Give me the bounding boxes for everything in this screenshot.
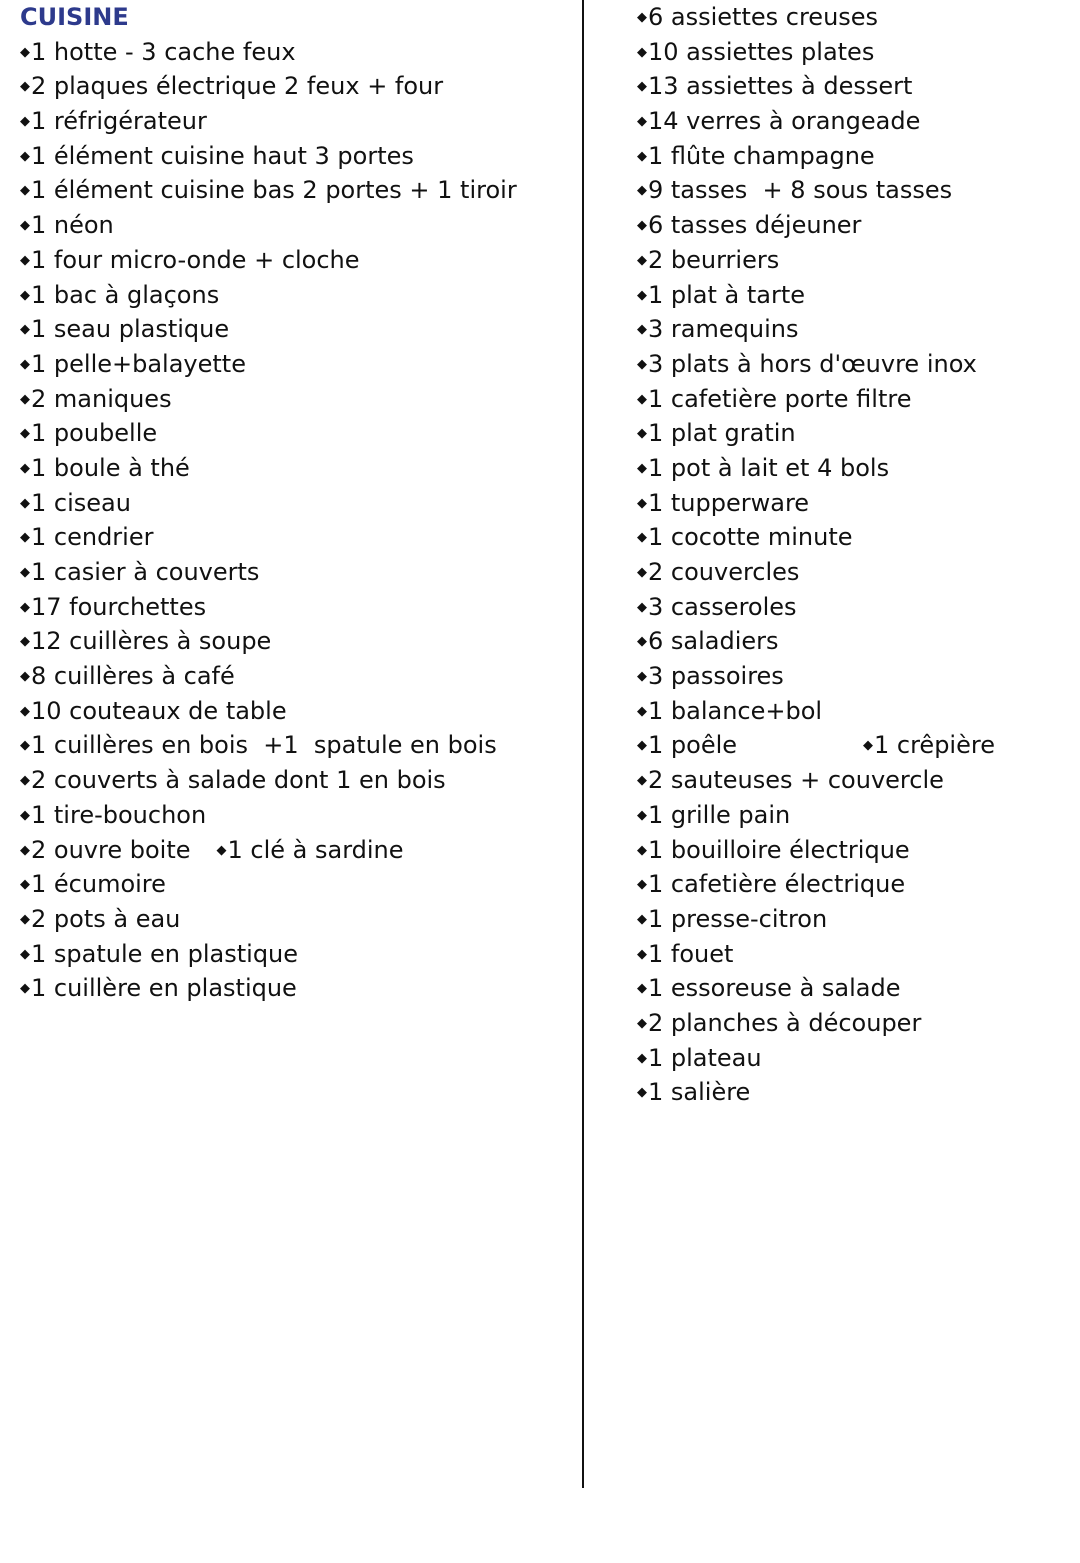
list-item	[20, 104, 560, 139]
list-item-text: 3 ramequins	[648, 315, 799, 344]
list-item-text: 1 essoreuse à salade	[648, 974, 901, 1003]
bullet-icon: ◆	[20, 634, 30, 650]
list-item-text: 3 passoires	[648, 662, 784, 691]
list-item	[637, 624, 1067, 659]
bullet-icon: ◆	[20, 877, 30, 893]
list-item-text: 1 presse-citron	[648, 904, 828, 933]
list-item	[20, 35, 560, 70]
list-item-text: 1 cafetière électrique	[648, 870, 906, 899]
list-item-text: 1 ciseau	[31, 488, 131, 517]
bullet-icon: ◆	[637, 981, 647, 997]
list-item-text: 1 poubelle	[31, 419, 158, 448]
bullet-icon: ◆	[637, 218, 647, 234]
bullet-icon: ◆	[637, 877, 647, 893]
list-item-text: 1 élément cuisine bas 2 portes + 1 tiroir	[31, 176, 517, 205]
list-item	[637, 971, 1067, 1006]
bullet-icon: ◆	[637, 1050, 647, 1066]
list-item-text: 1 cendrier	[31, 523, 154, 552]
list-item	[20, 867, 560, 902]
bullet-icon: ◆	[20, 460, 30, 476]
list-item	[637, 451, 1067, 486]
list-item	[20, 69, 560, 104]
list-item-text: 9 tasses + 8 sous tasses	[648, 176, 953, 205]
bullet-icon: ◆	[637, 495, 647, 511]
list-item	[20, 382, 560, 417]
list-item-text: 2 beurriers	[648, 245, 780, 274]
bullet-icon: ◆	[637, 79, 647, 95]
list-item	[637, 382, 1067, 417]
list-item	[20, 590, 560, 625]
list-item-text: 1 hotte - 3 cache feux	[31, 37, 296, 66]
list-item-text: 1 pelle+balayette	[31, 349, 246, 378]
bullet-icon: ◆	[637, 842, 647, 858]
bullet-icon: ◆	[20, 252, 30, 268]
list-item-secondary	[217, 833, 404, 869]
bullet-icon: ◆	[637, 391, 647, 407]
list-item	[637, 798, 1067, 833]
bullet-icon: ◆	[637, 287, 647, 303]
list-item-text: 1 pot à lait et 4 bols	[648, 453, 890, 482]
list-item	[20, 833, 560, 868]
list-item	[637, 347, 1067, 382]
list-item-text: 1 crêpière	[874, 731, 995, 760]
list-item-text: 2 ouvre boite	[31, 835, 191, 864]
bullet-icon: ◆	[20, 495, 30, 511]
list-item-text: 1 poêle	[648, 731, 738, 760]
list-item	[20, 798, 560, 833]
bullet-icon: ◆	[20, 738, 30, 754]
list-item-text: 1 écumoire	[31, 870, 166, 899]
bullet-icon: ◆	[20, 773, 30, 789]
column-divider	[582, 0, 584, 1488]
list-item	[20, 278, 560, 313]
bullet-icon: ◆	[637, 426, 647, 442]
list-item-text: 3 plats à hors d'œuvre inox	[648, 349, 977, 378]
bullet-icon: ◆	[20, 218, 30, 234]
list-item	[637, 139, 1067, 174]
bullet-icon: ◆	[637, 669, 647, 685]
list-item-text: 1 salière	[648, 1078, 751, 1107]
bullet-icon: ◆	[637, 911, 647, 927]
bullet-icon: ◆	[20, 148, 30, 164]
list-item-text: 1 réfrigérateur	[31, 107, 207, 136]
list-item	[637, 763, 1067, 798]
bullet-icon: ◆	[20, 565, 30, 580]
list-item-text: 1 plateau	[648, 1043, 762, 1072]
list-item	[20, 416, 560, 451]
list-item	[20, 971, 560, 1006]
list-item	[637, 1006, 1067, 1041]
bullet-icon: ◆	[637, 565, 647, 580]
list-item-text: 1 grille pain	[648, 800, 791, 829]
list-item	[637, 902, 1067, 937]
list-item	[637, 659, 1067, 694]
list-item-text: 1 tupperware	[648, 488, 810, 517]
list-item-text: 1 four micro-onde + cloche	[31, 245, 360, 274]
list-item	[637, 555, 1067, 590]
bullet-icon: ◆	[20, 426, 30, 442]
section-title: CUISINE	[20, 3, 129, 31]
bullet-icon: ◆	[20, 79, 30, 95]
bullet-icon: ◆	[20, 703, 30, 719]
list-item	[637, 694, 1067, 729]
bullet-icon: ◆	[637, 1015, 647, 1031]
bullet-icon: ◆	[20, 599, 30, 615]
list-item	[637, 867, 1067, 902]
bullet-icon: ◆	[863, 738, 873, 754]
bullet-icon: ◆	[20, 114, 30, 130]
bullet-icon: ◆	[637, 10, 647, 25]
list-item-text: 1 seau plastique	[31, 315, 230, 344]
list-item-text: 2 pots à eau	[31, 904, 181, 933]
list-item	[637, 278, 1067, 313]
bullet-icon: ◆	[637, 599, 647, 615]
list-item	[20, 902, 560, 937]
bullet-icon: ◆	[20, 356, 30, 372]
list-item	[20, 486, 560, 521]
bullet-icon: ◆	[637, 44, 647, 60]
bullet-icon: ◆	[637, 703, 647, 719]
list-item-text: 1 tire-bouchon	[31, 800, 207, 829]
list-item	[20, 659, 560, 694]
list-item	[637, 520, 1067, 555]
list-item-text: 1 cocotte minute	[648, 523, 853, 552]
list-item-text: 1 néon	[31, 211, 114, 240]
list-item	[20, 243, 560, 278]
list-item	[20, 347, 560, 382]
list-item	[20, 763, 560, 798]
list-item	[637, 243, 1067, 278]
list-item	[637, 486, 1067, 521]
bullet-icon: ◆	[20, 946, 30, 962]
bullet-icon: ◆	[20, 981, 30, 997]
bullet-icon: ◆	[20, 183, 30, 199]
bullet-icon: ◆	[20, 287, 30, 303]
list-item	[637, 312, 1067, 347]
bullet-icon: ◆	[20, 842, 30, 858]
list-item-text: 1 fouet	[648, 939, 734, 968]
list-item-text: 3 casseroles	[648, 592, 797, 621]
list-item	[20, 694, 560, 729]
bullet-icon: ◆	[20, 911, 30, 927]
bullet-icon: ◆	[20, 530, 30, 546]
bullet-icon: ◆	[637, 148, 647, 164]
list-item	[20, 208, 560, 243]
list-item	[637, 937, 1067, 972]
list-item	[637, 0, 1067, 35]
list-item-text: 1 plat à tarte	[648, 280, 806, 309]
list-item-text: 2 couverts à salade dont 1 en bois	[31, 766, 446, 795]
list-item-text: 2 maniques	[31, 384, 172, 413]
list-item	[20, 312, 560, 347]
list-item-text: 1 boule à thé	[31, 453, 190, 482]
bullet-icon: ◆	[20, 807, 30, 823]
list-item	[20, 728, 560, 763]
list-item	[637, 35, 1067, 70]
list-item	[637, 416, 1067, 451]
list-item	[20, 139, 560, 174]
bullet-icon: ◆	[216, 842, 227, 858]
bullet-icon: ◆	[637, 252, 647, 268]
list-item-text: 1 cafetière porte filtre	[648, 384, 912, 413]
list-item	[20, 520, 560, 555]
list-item	[20, 451, 560, 486]
list-item-text: 1 flûte champagne	[648, 141, 875, 170]
list-item	[637, 1041, 1067, 1076]
bullet-icon: ◆	[20, 669, 30, 685]
list-item-text: 10 assiettes plates	[648, 37, 875, 66]
list-item	[20, 173, 560, 208]
list-item-text: 1 cuillère en plastique	[31, 974, 297, 1003]
list-item	[637, 104, 1067, 139]
bullet-icon: ◆	[637, 356, 647, 372]
list-item	[637, 1075, 1067, 1110]
list-item	[20, 624, 560, 659]
left-column	[20, 0, 560, 1006]
list-item-text: 6 saladiers	[648, 627, 779, 656]
bullet-icon: ◆	[637, 634, 647, 650]
list-item-text: 1 clé à sardine	[227, 835, 404, 864]
right-column	[637, 0, 1067, 1110]
list-item-text: 6 tasses déjeuner	[648, 211, 862, 240]
list-item	[637, 69, 1067, 104]
bullet-icon: ◆	[637, 460, 647, 476]
list-item-text: 2 couvercles	[648, 558, 800, 586]
list-item	[20, 937, 560, 972]
bullet-icon: ◆	[20, 391, 30, 407]
list-item	[637, 173, 1067, 208]
bullet-icon: ◆	[637, 1085, 647, 1101]
bullet-icon: ◆	[637, 530, 647, 546]
bullet-icon: ◆	[637, 773, 647, 789]
list-item-text: 1 bouilloire électrique	[648, 835, 910, 864]
list-item-text: 2 planches à découper	[648, 1008, 922, 1037]
list-item-text: 1 spatule en plastique	[31, 939, 299, 968]
list-item-text: 10 couteaux de table	[31, 696, 287, 725]
bullet-icon: ◆	[20, 322, 30, 338]
list-item-text: 14 verres à orangeade	[648, 107, 921, 136]
list-item-text: 12 cuillères à soupe	[31, 627, 272, 656]
bullet-icon: ◆	[637, 322, 647, 338]
list-item-text: 8 cuillères à café	[31, 662, 235, 691]
bullet-icon: ◆	[637, 946, 647, 962]
list-item	[637, 728, 1067, 763]
list-item-text: 1 cuillères en bois +1 spatule en bois	[31, 731, 497, 760]
list-item-text: 1 balance+bol	[648, 696, 823, 725]
list-item	[637, 590, 1067, 625]
bullet-icon: ◆	[637, 183, 647, 199]
list-item-text: 2 sauteuses + couvercle	[648, 766, 944, 795]
list-item-text: 1 élément cuisine haut 3 portes	[31, 141, 414, 170]
bullet-icon: ◆	[637, 807, 647, 823]
bullet-icon: ◆	[637, 738, 647, 754]
bullet-icon: ◆	[20, 44, 30, 60]
list-item-text: 6 assiettes creuses	[648, 3, 879, 31]
list-item	[637, 833, 1067, 868]
list-item-text: 2 plaques électrique 2 feux + four	[31, 72, 444, 101]
list-item-text: 1 plat gratin	[648, 419, 796, 448]
list-item	[20, 555, 560, 590]
list-item-text: 1 bac à glaçons	[31, 280, 220, 309]
list-item-secondary	[863, 728, 995, 764]
list-item-text: 17 fourchettes	[31, 592, 207, 621]
bullet-icon: ◆	[637, 114, 647, 130]
list-item-text: 13 assiettes à dessert	[648, 72, 913, 101]
list-item	[637, 208, 1067, 243]
list-item-text: 1 casier à couverts	[31, 558, 260, 586]
